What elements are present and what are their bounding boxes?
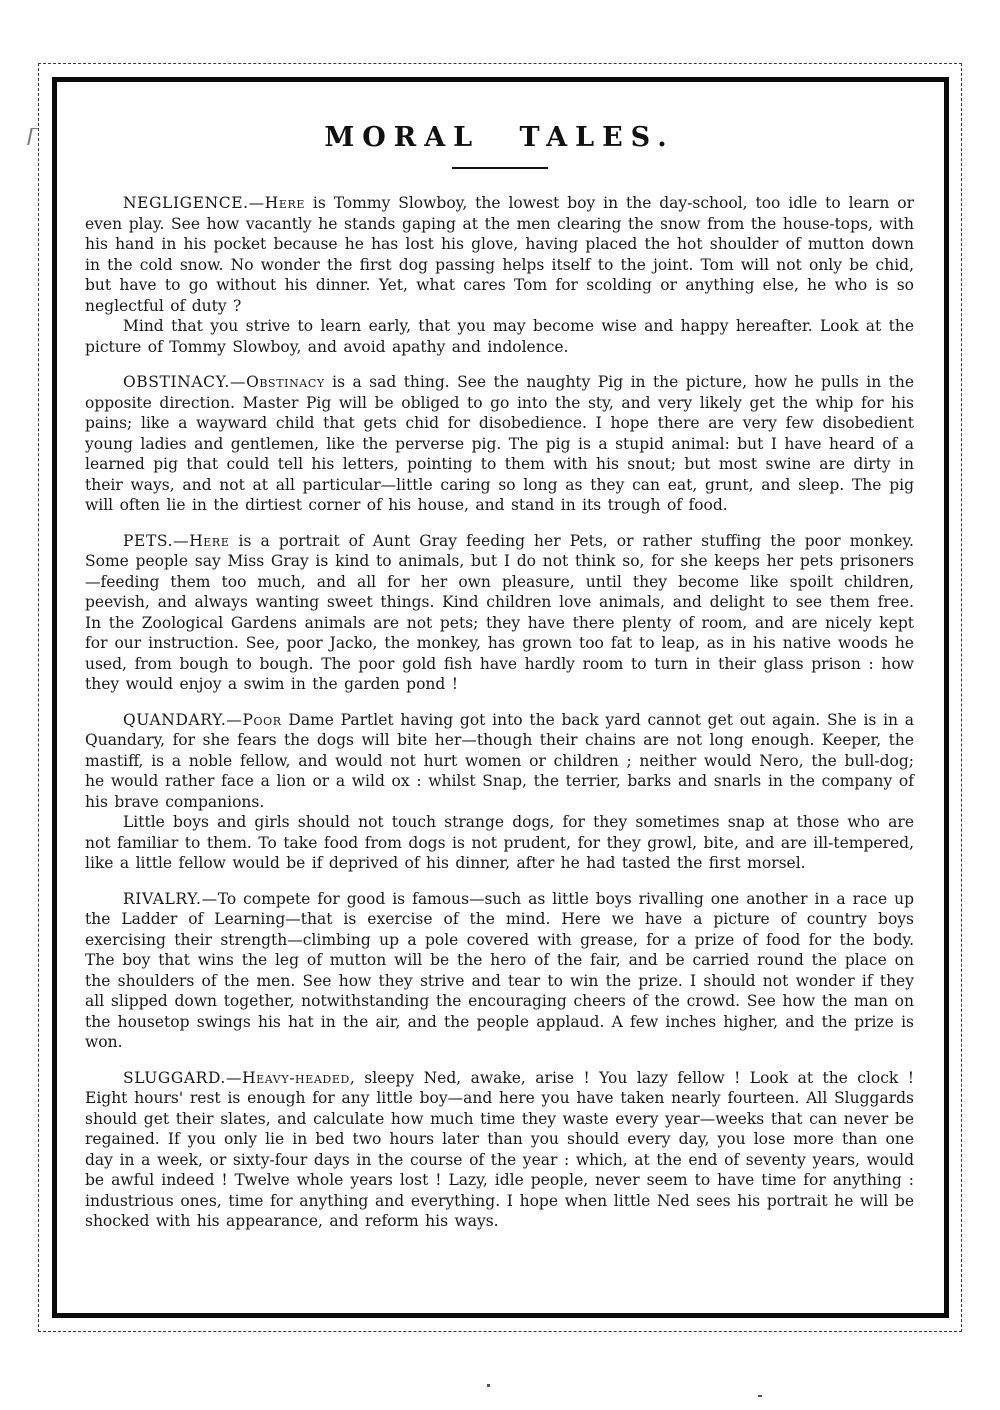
section-lead-quandary: Poor xyxy=(242,710,282,729)
paragraph-negligence-1 xyxy=(85,193,914,316)
paragraph-quandary-1 xyxy=(85,710,914,813)
paragraph-rivalry-1 xyxy=(85,889,914,1053)
paragraph-negligence-2: Mind that you strive to learn early, that you may become wise and happy hereafter. Look at the picture of Tommy Slowboy, and avoid apathy and indolence. xyxy=(85,317,914,356)
section-lead-negligence: Here xyxy=(264,194,306,212)
section-body-obstinacy: is a sad thing. See the naughty Pig in the picture, how he pulls in the opposite direction. Master Pig will be obliged to go into the sty, and very likely get the whip for his pains; like a wayward child that gets chid for disobedience. I hope there are very few disobedient young ladies and gentlemen, like the perverse pig. The pig is a stupid animal: but I have heard of a learned pig that could tell his letters, pointing to them with his snout; but most swine are dirty in their ways, and not at all particular—little caring so long as they can eat, grunt, and sleep. The pig will often lie in the dirtiest corner of his house, and stand in its trough of food. xyxy=(85,373,914,514)
page-outer-border xyxy=(38,63,962,1332)
section-lead-obstinacy: Obstinacy xyxy=(246,373,325,391)
paragraph-obstinacy-1 xyxy=(85,372,914,516)
section-body-negligence: is Tommy Slowboy, the lowest boy in the day-school, too idle to learn or even play. See how vacantly he stands gaping at the men clearing the snow from the house-tops, with his hand in his pocket because he has lost his glove, having placed the hot shoulder of mutton down in the cold snow. No wonder the first dog passing helps itself to the joint. Tom will not only be chid, but have to go without his dinner. Yet, what cares Tom for scolding or anything else, he who is so neglectful of duty ? xyxy=(85,194,914,315)
section-heading-pets: PETS.— xyxy=(123,531,190,550)
section-quandary xyxy=(85,710,914,874)
page-inner-border xyxy=(52,77,949,1318)
section-rivalry xyxy=(85,889,914,1053)
section-lead-sluggard: Heavy-headed xyxy=(242,1068,350,1087)
section-heading-sluggard: SLUGGARD.— xyxy=(123,1068,243,1087)
page-title: MORAL TALES. xyxy=(324,122,675,153)
scan-artifact xyxy=(487,1384,490,1387)
section-body-pets: is a portrait of Aunt Gray feeding her Pets, or rather stuffing the poor monkey. Some people say Miss Gray is kind to animals, but I do not think so, for she keeps her pets prisoners—feeding them too much, and all for her own pleasure, until they become like spoilt children, peevish, and always wanting sweet things. Kind children love animals, and delight to see them free. In the Zoological Gardens animals are not pets; they have there plenty of room, and are nicely kept for our instruction. See, poor Jacko, the monkey, has grown too fat to leap, as in his native woods he used, from bough to bough. The poor gold fish have hardly room to turn in their glass prison : how they would enjoy a swim in the garden pond ! xyxy=(85,531,914,693)
paragraph-pets-1 xyxy=(85,531,914,695)
section-body-rivalry: To compete for good is famous—such as little boys rivalling one another in a race up the Ladder of Learning—that is exercise of the mind. Here we have a picture of country boys exercising their strength—climbing up a pole covered with grease, for a prize of food for the body. The boy that wins the leg of mutton will be the hero of the fair, and be carried round the place on the shoulders of the men. See how they strive and tear to win the prize. I should not wonder if they all slipped down together, notwithstanding the encouraging cheers of the crowd. See how the man on the housetop swings his hat in the air, and the people applaud. A few inches higher, and the prize is won. xyxy=(85,889,914,1051)
section-obstinacy xyxy=(85,372,914,516)
section-body-quandary: Dame Partlet having got into the back yard cannot get out again. She is in a Quandary, for she fears the dogs will bite her—though their chains are not long enough. Keeper, the mastiff, is a noble fellow, and would not hurt women or children ; neither would Nero, the bull-dog; he would rather face a lion or a wild ox : whilst Snap, the terrier, barks and snarls in the company of his brave companions. xyxy=(85,710,914,811)
section-negligence xyxy=(85,193,914,357)
scan-artifact xyxy=(758,1395,762,1397)
section-heading-rivalry: RIVALRY.— xyxy=(123,889,218,908)
section-lead-pets: Here xyxy=(189,531,230,550)
section-heading-obstinacy: OBSTINACY.— xyxy=(123,373,247,391)
section-sluggard xyxy=(85,1068,914,1232)
paragraph-sluggard-1 xyxy=(85,1068,914,1232)
section-pets xyxy=(85,531,914,695)
section-heading-quandary: QUANDARY.— xyxy=(123,710,243,729)
title-divider xyxy=(452,167,548,169)
section-body-sluggard: , sleepy Ned, awake, arise ! You lazy fellow ! Look at the clock ! Eight hours' rest is enough for any little boy—and here you have taken nearly fourteen. All Sluggards should get their slates, and calculate how much time they waste every year—weeks that can never be regained. If you only lie in bed two hours later than you should every day, you lose more than one day in a week, or sixty-four days in the course of the year : which, at the end of seventy years, would be awful indeed ! Twelve whole years lost ! Lazy, idle people, never seem to have time for anything : industrious ones, time for anything and everything. I hope when little Ned sees his portrait he will be shocked with his appearance, and reform his ways. xyxy=(85,1068,914,1230)
page-content xyxy=(85,193,914,1232)
section-heading-negligence: NEGLIGENCE.— xyxy=(123,194,265,212)
paragraph-quandary-2: Little boys and girls should not touch strange dogs, for they sometimes snap at those who are not familiar to them. To take food from dogs is not prudent, for they growl, bite, and are ill-tempered, like a little fellow would be if deprived of his dinner, after he had tasted the first morsel. xyxy=(85,813,914,872)
